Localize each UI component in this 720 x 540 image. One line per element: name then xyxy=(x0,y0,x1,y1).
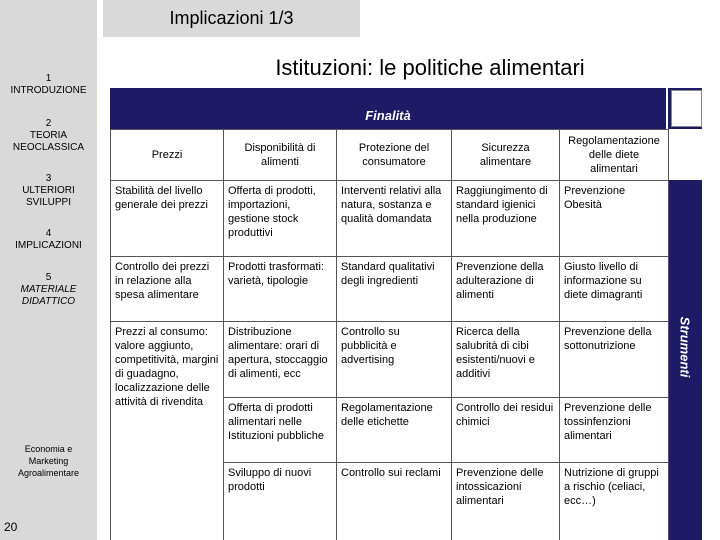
table-cell: Controllo dei prezzi in relazione alla spesa alimentare xyxy=(111,257,224,322)
table-cell: Ricerca della salubrità di cibi esistenti/nuovi e additivi xyxy=(452,322,560,398)
sidebar-item-label: ULTERIORI SVILUPPI xyxy=(22,185,75,208)
table-cell: Interventi relativi alla natura, sostanza e qualità domandata xyxy=(337,181,452,257)
sidebar-item-teoria-neoclassica[interactable] xyxy=(0,118,97,154)
strumenti-label: Strumenti xyxy=(677,316,693,378)
table-cell: Controllo su pubblicità e advertising xyxy=(337,322,452,398)
column-header: Regolamentazione delle diete alimentari xyxy=(560,130,669,181)
sidebar-item-label: TEORIA NEOCLASSICA xyxy=(12,130,85,153)
finalita-band xyxy=(110,88,666,129)
table-row xyxy=(111,181,669,257)
page-title: Istituzioni: le politiche alimentari xyxy=(275,55,585,80)
table-cell: Distribuzione alimentare: orari di apertura, stoccaggio di alimenti, ecc xyxy=(224,322,337,398)
sidebar-item-label: MATERIALE DIDATTICO xyxy=(20,284,77,307)
table-cell: Standard qualitativi degli ingredienti xyxy=(337,257,452,322)
table-cell: Controllo dei residui chimici xyxy=(452,398,560,463)
column-header: Sicurezza alimentare xyxy=(452,130,560,181)
table-cell: Prevenzione della sottonutrizione xyxy=(560,322,669,398)
table-cell: Nutrizione di gruppi a rischio (celiaci, ecc…) xyxy=(560,463,669,540)
sidebar-item-ulteriori-sviluppi[interactable] xyxy=(0,173,97,209)
table-cell: Prevenzione delle intossicazioni alimentari xyxy=(452,463,560,540)
table-cell: Controllo sui reclami xyxy=(337,463,452,540)
sidebar-item-introduzione[interactable] xyxy=(0,73,97,97)
sidebar-item-number: 1 xyxy=(45,73,52,84)
policy-table xyxy=(110,129,669,540)
table-cell: Offerta di prodotti alimentari nelle Istituzioni pubbliche xyxy=(224,398,337,463)
section-header: Implicazioni 1/3 xyxy=(103,0,360,37)
table-row xyxy=(111,257,669,322)
table-cell: Offerta di prodotti, importazioni, gestione stock produttivi xyxy=(224,181,337,257)
table-cell: Raggiungimento di standard igienici nella produzione xyxy=(452,181,560,257)
table-header-row xyxy=(111,130,669,181)
table-cell: Prevenzione della adulterazione di alimenti xyxy=(452,257,560,322)
sidebar-footer: Economia e Marketing Agroalimentare xyxy=(17,444,80,478)
sidebar-item-number: 3 xyxy=(45,173,52,184)
sidebar-item-number: 4 xyxy=(45,228,52,239)
table-cell: Prevenzione Obesità xyxy=(560,181,669,257)
page-number: 20 xyxy=(4,520,18,534)
column-header: Prezzi xyxy=(111,130,224,181)
table-cell: Sviluppo di nuovi prodotti xyxy=(224,463,337,540)
column-header: Disponibilità di alimenti xyxy=(224,130,337,181)
column-header: Protezione del consumatore xyxy=(337,130,452,181)
sidebar-item-implicazioni[interactable] xyxy=(0,228,97,252)
table-cell: Prevenzione delle tossinfenzioni alimentari xyxy=(560,398,669,463)
table-cell: Prezzi al consumo: valore aggiunto, competitività, margini di guadagno, localizzazione delle attività di rivendita xyxy=(111,322,224,540)
corner-box xyxy=(671,90,702,127)
finalita-label: Finalità xyxy=(365,108,411,123)
sidebar-item-number: 5 xyxy=(45,272,52,283)
sidebar-item-label: INTRODUZIONE xyxy=(10,85,87,96)
sidebar-item-label: IMPLICAZIONI xyxy=(15,240,82,251)
table-cell: Giusto livello di informazione su diete dimagranti xyxy=(560,257,669,322)
sidebar-item-materiale-didattico[interactable] xyxy=(0,272,97,308)
sidebar-item-number: 2 xyxy=(45,118,52,129)
table-cell: Stabilità del livello generale dei prezzi xyxy=(111,181,224,257)
table-row xyxy=(111,322,669,398)
table-cell: Regolamentazione delle etichette xyxy=(337,398,452,463)
table-cell: Prodotti trasformati: varietà, tipologie xyxy=(224,257,337,322)
